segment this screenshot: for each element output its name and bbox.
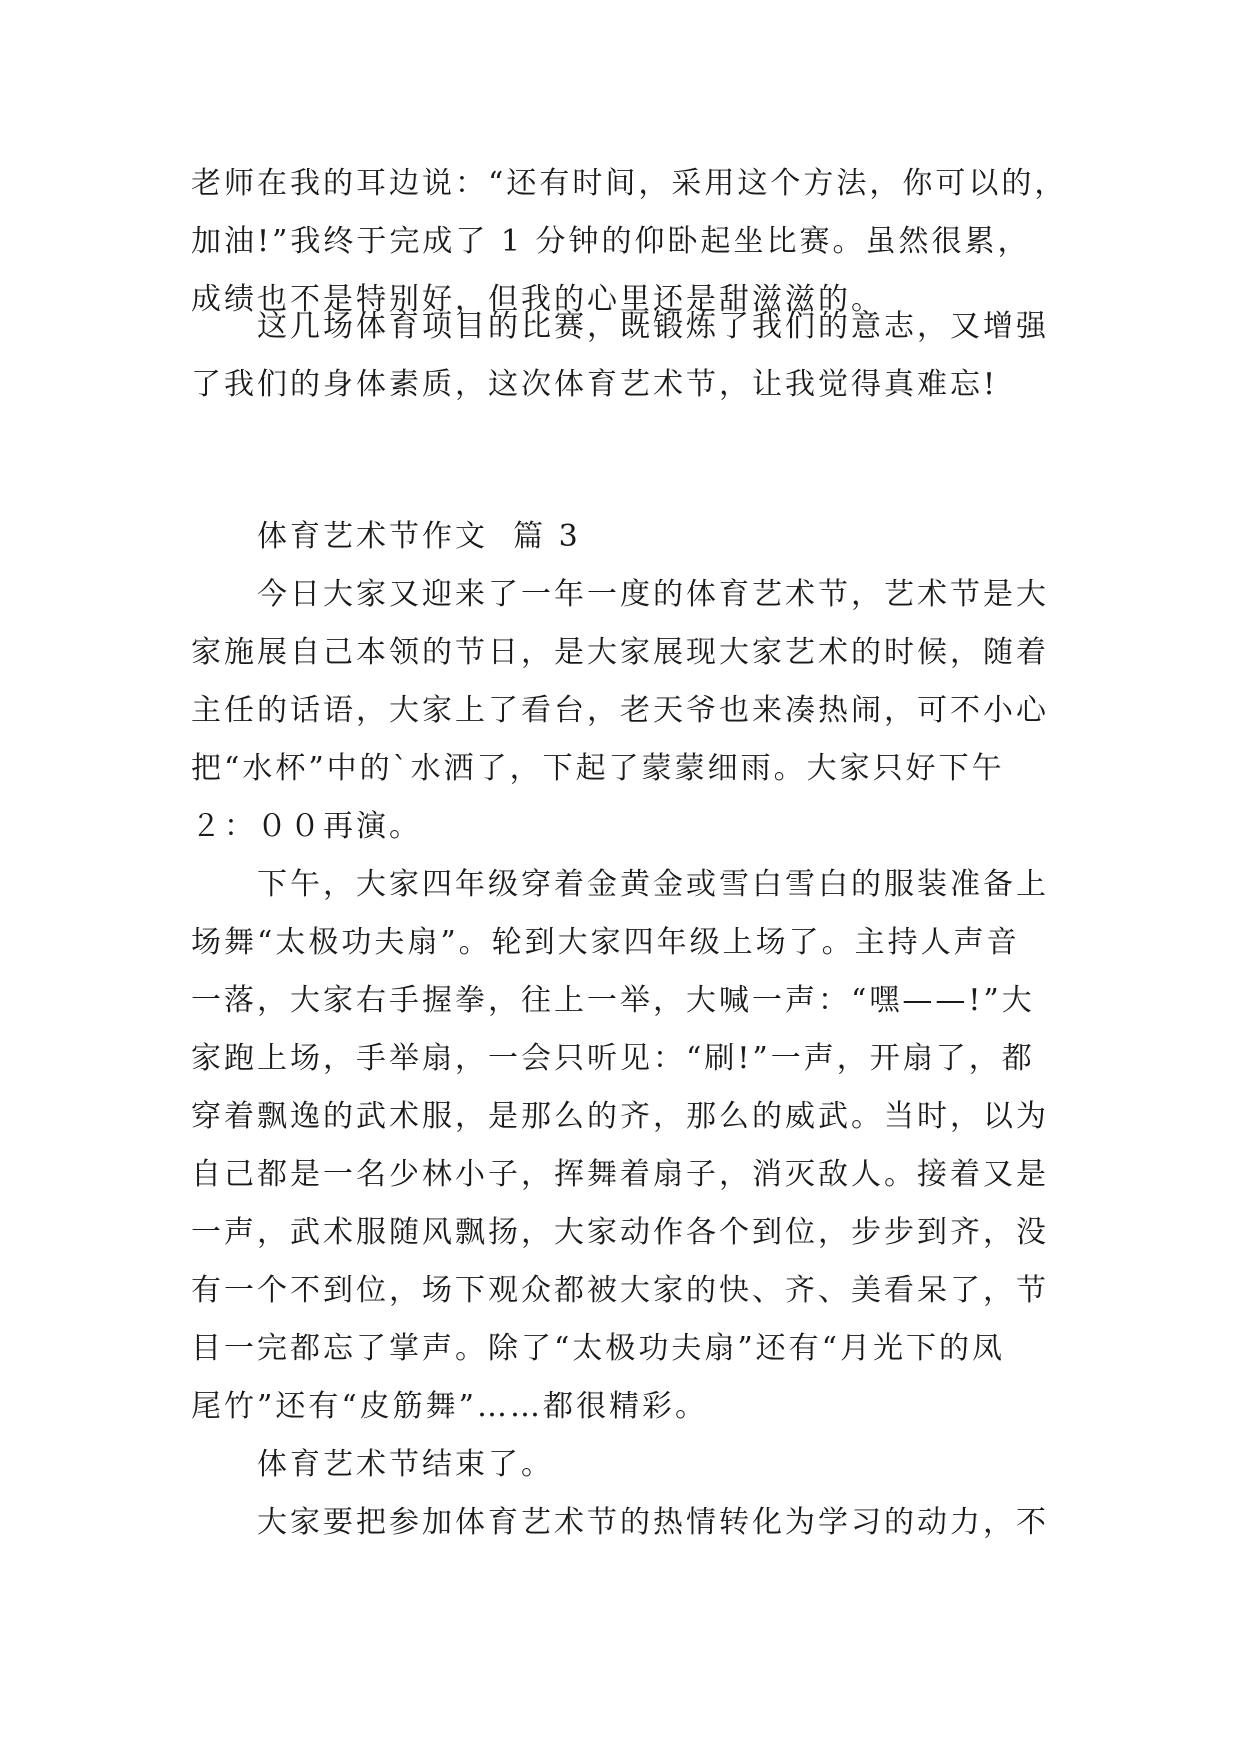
paragraph-line: 尾竹”还有“皮筋舞”……都很精彩。 bbox=[191, 1389, 709, 1424]
paragraph-line: 这几场体育项目的比赛，既锻炼了我们的意志，又增强 bbox=[257, 309, 1049, 344]
paragraph-line: 有一个不到位，场下观众都被大家的快、齐、美看呆了，节 bbox=[191, 1273, 1049, 1308]
paragraph-line: 自己都是一名少林小子，挥舞着扇子，消灭敌人。接着又是 bbox=[191, 1157, 1049, 1192]
paragraph-line: 目一完都忘了掌声。除了“太极功夫扇”还有“月光下的凤 bbox=[191, 1331, 1006, 1366]
paragraph-line: 了我们的身体素质，这次体育艺术节，让我觉得真难忘! bbox=[191, 367, 999, 402]
paragraph-line: 场舞“太极功夫扇”。轮到大家四年级上场了。主持人声音 bbox=[191, 925, 1020, 960]
paragraph-line: 老师在我的耳边说：“还有时间，采用这个方法，你可以的， bbox=[191, 166, 1068, 201]
paragraph-line: 加油!”我终于完成了 1 分钟的仰卧起坐比赛。虽然很累， bbox=[191, 224, 1031, 259]
paragraph-6 bbox=[191, 1494, 1049, 1552]
paragraph-3 bbox=[191, 566, 1049, 856]
paragraph-line: ２：００再演。 bbox=[191, 809, 422, 844]
paragraph-line: 体育艺术节结束了。 bbox=[257, 1447, 554, 1482]
paragraph-line: 把“水杯”中的`水洒了，下起了蒙蒙细雨。大家只好下午 bbox=[191, 751, 1005, 786]
paragraph-line: 家施展自己本领的节日，是大家展现大家艺术的时候，随着 bbox=[191, 635, 1049, 670]
paragraph-line: 穿着飘逸的武术服，是那么的齐，那么的威武。当时，以为 bbox=[191, 1099, 1049, 1134]
paragraph-line: 一声，武术服随风飘扬，大家动作各个到位，步步到齐，没 bbox=[191, 1215, 1049, 1250]
paragraph-line: 今日大家又迎来了一年一度的体育艺术节，艺术节是大 bbox=[257, 577, 1049, 612]
paragraph-4 bbox=[191, 856, 1049, 1436]
paragraph-2 bbox=[191, 298, 1049, 414]
section-heading: 体育艺术节作文 篇 3 bbox=[257, 519, 581, 554]
paragraph-line: 成绩也不是特别好，但我的心里还是甜滋滋的。 bbox=[191, 282, 884, 317]
paragraph-line: 一落，大家右手握拳，往上一举，大喊一声：“嘿——!”大 bbox=[191, 983, 1035, 1018]
paragraph-line: 大家要把参加体育艺术节的热情转化为学习的动力，不 bbox=[257, 1505, 1049, 1540]
paragraph-line: 主任的话语，大家上了看台，老天爷也来凑热闹，可不小心 bbox=[191, 693, 1049, 728]
paragraph-line: 下午，大家四年级穿着金黄金或雪白雪白的服装准备上 bbox=[257, 867, 1049, 902]
paragraph-5 bbox=[191, 1436, 554, 1494]
paragraph-line: 家跑上场，手举扇，一会只听见：“刷!”一声，开扇了，都 bbox=[191, 1041, 1035, 1076]
